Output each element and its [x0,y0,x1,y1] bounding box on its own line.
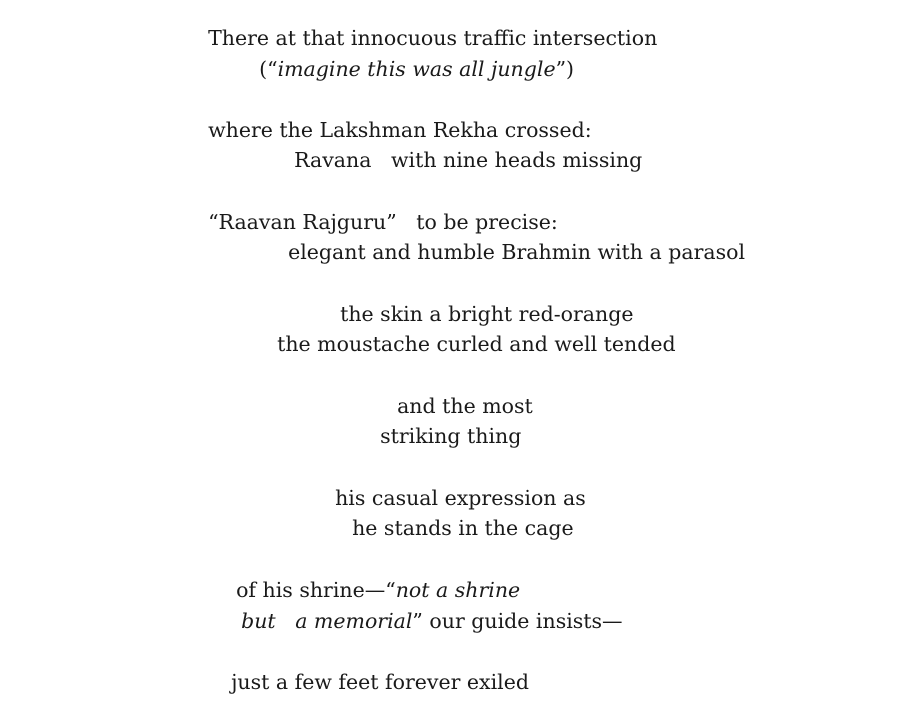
line-segment: and the most [397,393,533,418]
poem-line [251,313,676,375]
poem-line [326,497,574,559]
line-segment: of his shrine—“ [236,577,396,602]
line-segment: the skin a bright red-orange [340,301,634,326]
line-segment: “Raavan Rajguru” to be precise: [208,209,558,234]
line-segment: where the Lakshman Rekha crossed: [208,117,592,142]
poem-line [268,129,642,191]
line-segment-italic: imagine this was all jungle [277,56,556,81]
line-segment: elegant and humble Brahmin with a parasol [288,239,746,264]
line-segment: just a few feet forever exiled [231,669,529,694]
poem-line [215,590,623,652]
line-segment: he stands in the cage [352,515,574,540]
line-segment-italic: not a shrine [395,577,521,602]
poem-line [354,405,521,467]
line-segment: There at that innocuous traffic intersection [208,25,658,50]
line-segment: the moustache curled and well tended [277,331,676,356]
line-segment: (“ [259,56,278,81]
poem-line [205,651,529,713]
line-segment: his casual expression as [335,485,586,510]
line-segment: Ravana with nine heads missing [294,147,643,172]
line-segment: ” our guide insists— [412,608,623,633]
line-segment: ”) [555,56,575,81]
line-segment: striking thing [380,423,522,448]
poem-line [262,221,745,283]
poem-line [233,38,574,100]
line-segment-italic: but a memorial [241,608,413,633]
